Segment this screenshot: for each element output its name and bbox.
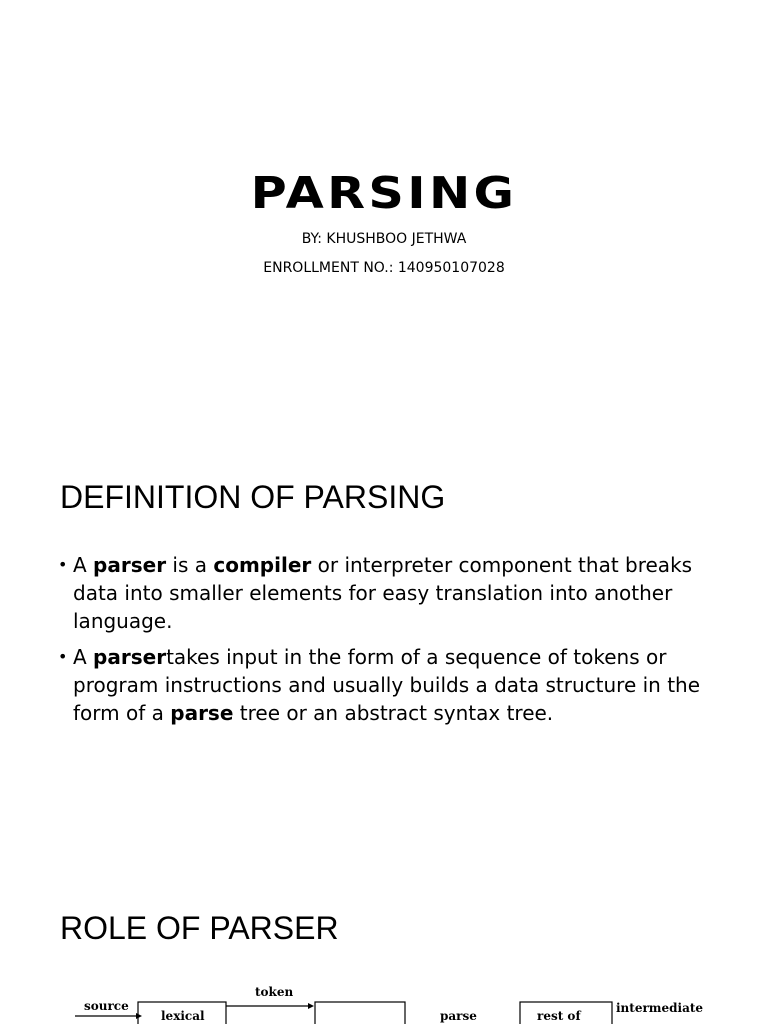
bullet-item: • A parsertakes input in the form of a sequence of tokens or program instructions and usually builds a data structure in the form of a parse tree or an abstract syntax tree. [58,643,718,727]
role-heading: ROLE OF PARSER [60,910,339,946]
diagram-label-parse: parse [440,1009,477,1023]
diagram-label-rest-of: rest of [537,1009,581,1023]
bullet-item: • A parser is a compiler or interpreter component that breaks data into smaller elements for easy translation into another language. [58,551,718,635]
definition-heading: DEFINITION OF PARSING [60,479,446,515]
diagram-label-source: source [84,999,129,1013]
title-slide [0,0,768,432]
enrollment-line: ENROLLMENT NO.: 140950107028 [263,260,505,276]
parser-box [315,1002,405,1024]
arrowhead [308,1003,314,1009]
diagram-label-intermediate: intermediate [616,1001,704,1015]
presentation-title: PARSING [250,168,518,219]
author-line: BY: KHUSHBOO JETHWA [301,231,467,247]
diagram-label-token: token [255,985,294,999]
arrowhead [136,1013,142,1019]
role-slide [0,864,768,1024]
definition-slide [0,432,768,864]
diagram-label-lexical: lexical [161,1009,205,1023]
parser-role-diagram [0,976,768,1024]
definition-bullet-list [58,551,718,735]
